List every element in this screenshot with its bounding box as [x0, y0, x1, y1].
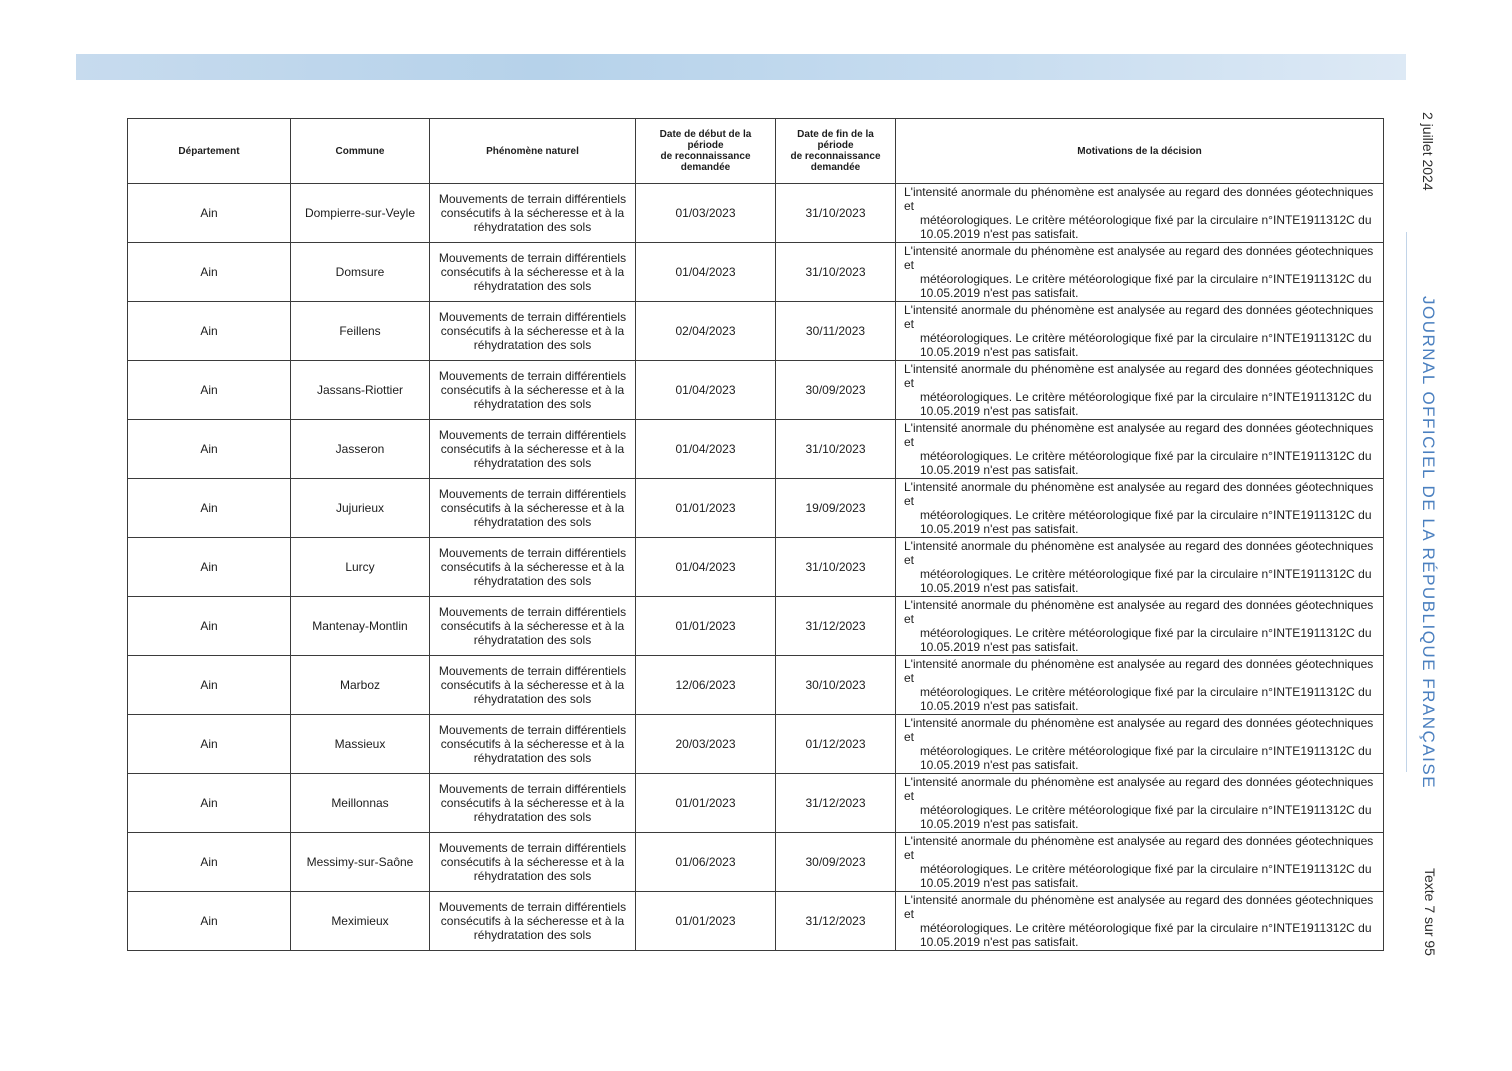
motivation-line: météorologiques. Le critère météorologique fixé par la circulaire n°INTE1911312C du	[920, 272, 1372, 286]
motivation-line: L'intensité anormale du phénomène est analysée au regard des données géotechniques et	[904, 775, 1374, 803]
table-header-row	[128, 119, 1384, 184]
table-row	[128, 479, 1384, 538]
cell-date-fin: 30/10/2023	[776, 656, 896, 715]
cell-date-fin: 31/10/2023	[776, 243, 896, 302]
table-row	[128, 892, 1384, 951]
cell-date-fin: 31/10/2023	[776, 184, 896, 243]
phenomene-line: réhydratation des sols	[473, 869, 592, 883]
cell-date-debut: 01/01/2023	[636, 892, 776, 951]
phenomene-line: consécutifs à la sécheresse et à la	[440, 914, 625, 928]
cell-departement: Ain	[128, 184, 291, 243]
header-commune: Commune	[291, 119, 430, 184]
motivation-line: météorologiques. Le critère météorologique fixé par la circulaire n°INTE1911312C du	[920, 508, 1372, 522]
header-date-debut	[636, 119, 776, 184]
cell-commune: Meillonnas	[291, 774, 430, 833]
table-row	[128, 833, 1384, 892]
phenomene-line: Mouvements de terrain différentiels	[438, 782, 627, 796]
phenomene-line: consécutifs à la sécheresse et à la	[440, 501, 625, 515]
motivation-line: 10.05.2019 n'est pas satisfait.	[920, 581, 1079, 595]
phenomene-line: Mouvements de terrain différentiels	[438, 841, 627, 855]
decision-table-container	[127, 118, 1383, 951]
cell-date-fin: 30/11/2023	[776, 302, 896, 361]
motivation-line: météorologiques. Le critère météorologique fixé par la circulaire n°INTE1911312C du	[920, 685, 1372, 699]
cell-motivation	[896, 892, 1384, 951]
table-row	[128, 597, 1384, 656]
cell-departement: Ain	[128, 715, 291, 774]
cell-commune: Feillens	[291, 302, 430, 361]
phenomene-line: Mouvements de terrain différentiels	[438, 310, 627, 324]
motivation-line: météorologiques. Le critère météorologique fixé par la circulaire n°INTE1911312C du	[920, 744, 1372, 758]
cell-motivation	[896, 833, 1384, 892]
cell-phenomene	[430, 656, 636, 715]
cell-commune: Jujurieux	[291, 479, 430, 538]
phenomene-line: consécutifs à la sécheresse et à la	[440, 324, 625, 338]
cell-date-debut: 01/01/2023	[636, 774, 776, 833]
cell-commune: Jassans-Riottier	[291, 361, 430, 420]
motivation-line: 10.05.2019 n'est pas satisfait.	[920, 227, 1079, 241]
phenomene-line: réhydratation des sols	[473, 692, 592, 706]
motivation-line: 10.05.2019 n'est pas satisfait.	[920, 817, 1079, 831]
motivation-line: 10.05.2019 n'est pas satisfait.	[920, 758, 1079, 772]
cell-commune: Dompierre-sur-Veyle	[291, 184, 430, 243]
cell-date-fin: 31/10/2023	[776, 420, 896, 479]
phenomene-line: consécutifs à la sécheresse et à la	[440, 737, 625, 751]
header-motivations: Motivations de la décision	[896, 119, 1384, 184]
cell-motivation	[896, 243, 1384, 302]
cell-motivation	[896, 361, 1384, 420]
table-row	[128, 656, 1384, 715]
phenomene-line: consécutifs à la sécheresse et à la	[440, 796, 625, 810]
phenomene-line: consécutifs à la sécheresse et à la	[440, 442, 625, 456]
cell-phenomene	[430, 597, 636, 656]
header-date-debut-line: demandée	[680, 162, 731, 173]
phenomene-line: Mouvements de terrain différentiels	[438, 900, 627, 914]
motivation-line: L'intensité anormale du phénomène est analysée au regard des données géotechniques et	[904, 834, 1374, 862]
cell-commune: Massieux	[291, 715, 430, 774]
phenomene-line: Mouvements de terrain différentiels	[438, 192, 627, 206]
phenomene-line: réhydratation des sols	[473, 456, 592, 470]
header-date-debut-line: Date de début de la	[659, 129, 752, 140]
phenomene-line: Mouvements de terrain différentiels	[438, 546, 627, 560]
motivation-line: L'intensité anormale du phénomène est analysée au regard des données géotechniques et	[904, 244, 1374, 272]
table-row	[128, 302, 1384, 361]
motivation-line: météorologiques. Le critère météorologique fixé par la circulaire n°INTE1911312C du	[920, 213, 1372, 227]
motivation-line: L'intensité anormale du phénomène est analysée au regard des données géotechniques et	[904, 480, 1374, 508]
cell-phenomene	[430, 774, 636, 833]
cell-motivation	[896, 184, 1384, 243]
phenomene-line: consécutifs à la sécheresse et à la	[440, 206, 625, 220]
phenomene-line: réhydratation des sols	[473, 515, 592, 529]
cell-departement: Ain	[128, 302, 291, 361]
cell-date-debut: 01/04/2023	[636, 243, 776, 302]
motivation-line: météorologiques. Le critère météorologique fixé par la circulaire n°INTE1911312C du	[920, 449, 1372, 463]
motivation-line: L'intensité anormale du phénomène est analysée au regard des données géotechniques et	[904, 421, 1374, 449]
cell-phenomene	[430, 833, 636, 892]
cell-motivation	[896, 479, 1384, 538]
motivation-line: 10.05.2019 n'est pas satisfait.	[920, 522, 1079, 536]
phenomene-line: consécutifs à la sécheresse et à la	[440, 855, 625, 869]
cell-departement: Ain	[128, 538, 291, 597]
motivation-line: L'intensité anormale du phénomène est analysée au regard des données géotechniques et	[904, 539, 1374, 567]
cell-date-debut: 01/01/2023	[636, 479, 776, 538]
phenomene-line: Mouvements de terrain différentiels	[438, 605, 627, 619]
phenomene-line: Mouvements de terrain différentiels	[438, 487, 627, 501]
cell-date-debut: 01/01/2023	[636, 597, 776, 656]
motivation-line: météorologiques. Le critère météorologique fixé par la circulaire n°INTE1911312C du	[920, 626, 1372, 640]
cell-commune: Domsure	[291, 243, 430, 302]
cell-date-fin: 19/09/2023	[776, 479, 896, 538]
cell-phenomene	[430, 479, 636, 538]
cell-phenomene	[430, 892, 636, 951]
journal-title: JOURNAL OFFICIEL DE LA RÉPUBLIQUE FRANÇAISE	[1419, 296, 1438, 790]
table-row	[128, 184, 1384, 243]
table-row	[128, 361, 1384, 420]
phenomene-line: réhydratation des sols	[473, 751, 592, 765]
cell-date-fin: 31/12/2023	[776, 892, 896, 951]
phenomene-line: consécutifs à la sécheresse et à la	[440, 678, 625, 692]
motivation-line: 10.05.2019 n'est pas satisfait.	[920, 876, 1079, 890]
cell-phenomene	[430, 715, 636, 774]
cell-commune: Marboz	[291, 656, 430, 715]
header-phenomene: Phénomène naturel	[430, 119, 636, 184]
phenomene-line: consécutifs à la sécheresse et à la	[440, 560, 625, 574]
phenomene-line: réhydratation des sols	[473, 574, 592, 588]
motivation-line: L'intensité anormale du phénomène est analysée au regard des données géotechniques et	[904, 657, 1374, 685]
motivation-line: 10.05.2019 n'est pas satisfait.	[920, 935, 1079, 949]
cell-departement: Ain	[128, 597, 291, 656]
table-row	[128, 774, 1384, 833]
cell-date-fin: 31/12/2023	[776, 597, 896, 656]
table-row	[128, 538, 1384, 597]
cell-date-debut: 12/06/2023	[636, 656, 776, 715]
cell-commune: Lurcy	[291, 538, 430, 597]
motivation-line: L'intensité anormale du phénomène est analysée au regard des données géotechniques et	[904, 716, 1374, 744]
cell-commune: Messimy-sur-Saône	[291, 833, 430, 892]
motivation-line: L'intensité anormale du phénomène est analysée au regard des données géotechniques et	[904, 893, 1374, 921]
cell-commune: Jasseron	[291, 420, 430, 479]
cell-phenomene	[430, 361, 636, 420]
cell-date-fin: 31/12/2023	[776, 774, 896, 833]
motivation-line: L'intensité anormale du phénomène est analysée au regard des données géotechniques et	[904, 598, 1374, 626]
cell-motivation	[896, 774, 1384, 833]
phenomene-line: réhydratation des sols	[473, 810, 592, 824]
cell-phenomene	[430, 184, 636, 243]
phenomene-line: Mouvements de terrain différentiels	[438, 723, 627, 737]
cell-date-debut: 01/03/2023	[636, 184, 776, 243]
decision-table	[127, 118, 1384, 951]
cell-commune: Meximieux	[291, 892, 430, 951]
cell-departement: Ain	[128, 420, 291, 479]
phenomene-line: réhydratation des sols	[473, 928, 592, 942]
cell-date-debut: 01/04/2023	[636, 420, 776, 479]
phenomene-line: consécutifs à la sécheresse et à la	[440, 265, 625, 279]
cell-date-fin: 01/12/2023	[776, 715, 896, 774]
publication-date: 2 juillet 2024	[1420, 112, 1436, 191]
cell-departement: Ain	[128, 479, 291, 538]
motivation-line: 10.05.2019 n'est pas satisfait.	[920, 345, 1079, 359]
motivation-line: 10.05.2019 n'est pas satisfait.	[920, 640, 1079, 654]
cell-phenomene	[430, 302, 636, 361]
motivation-line: 10.05.2019 n'est pas satisfait.	[920, 463, 1079, 477]
phenomene-line: consécutifs à la sécheresse et à la	[440, 383, 625, 397]
motivation-line: 10.05.2019 n'est pas satisfait.	[920, 286, 1079, 300]
cell-motivation	[896, 302, 1384, 361]
phenomene-line: réhydratation des sols	[473, 220, 592, 234]
motivation-line: 10.05.2019 n'est pas satisfait.	[920, 699, 1079, 713]
cell-motivation	[896, 597, 1384, 656]
motivation-line: L'intensité anormale du phénomène est analysée au regard des données géotechniques et	[904, 303, 1374, 331]
page-number: Texte 7 sur 95	[1422, 868, 1438, 956]
phenomene-line: réhydratation des sols	[473, 633, 592, 647]
cell-date-debut: 20/03/2023	[636, 715, 776, 774]
motivation-line: météorologiques. Le critère météorologique fixé par la circulaire n°INTE1911312C du	[920, 390, 1372, 404]
cell-date-fin: 31/10/2023	[776, 538, 896, 597]
header-date-fin-line: de reconnaissance	[790, 151, 881, 162]
header-date-fin	[776, 119, 896, 184]
phenomene-line: Mouvements de terrain différentiels	[438, 369, 627, 383]
table-row	[128, 243, 1384, 302]
cell-date-fin: 30/09/2023	[776, 361, 896, 420]
phenomene-line: réhydratation des sols	[473, 279, 592, 293]
cell-departement: Ain	[128, 243, 291, 302]
table-row	[128, 420, 1384, 479]
phenomene-line: Mouvements de terrain différentiels	[438, 664, 627, 678]
side-rule	[1406, 232, 1407, 772]
cell-date-debut: 01/04/2023	[636, 538, 776, 597]
cell-motivation	[896, 538, 1384, 597]
cell-departement: Ain	[128, 892, 291, 951]
cell-departement: Ain	[128, 774, 291, 833]
cell-date-fin: 30/09/2023	[776, 833, 896, 892]
motivation-line: L'intensité anormale du phénomène est analysée au regard des données géotechniques et	[904, 362, 1374, 390]
motivation-line: météorologiques. Le critère météorologique fixé par la circulaire n°INTE1911312C du	[920, 331, 1372, 345]
cell-phenomene	[430, 420, 636, 479]
cell-phenomene	[430, 538, 636, 597]
cell-departement: Ain	[128, 656, 291, 715]
phenomene-line: Mouvements de terrain différentiels	[438, 428, 627, 442]
header-departement: Département	[128, 119, 291, 184]
cell-departement: Ain	[128, 833, 291, 892]
header-date-fin-line: demandée	[810, 162, 861, 173]
cell-phenomene	[430, 243, 636, 302]
phenomene-line: Mouvements de terrain différentiels	[438, 251, 627, 265]
cell-date-debut: 02/04/2023	[636, 302, 776, 361]
motivation-line: météorologiques. Le critère météorologique fixé par la circulaire n°INTE1911312C du	[920, 567, 1372, 581]
motivation-line: météorologiques. Le critère météorologique fixé par la circulaire n°INTE1911312C du	[920, 921, 1372, 935]
motivation-line: météorologiques. Le critère météorologique fixé par la circulaire n°INTE1911312C du	[920, 803, 1372, 817]
table-body	[128, 184, 1384, 951]
header-date-debut-line: de reconnaissance	[660, 151, 751, 162]
cell-motivation	[896, 715, 1384, 774]
table-row	[128, 715, 1384, 774]
cell-departement: Ain	[128, 361, 291, 420]
header-date-fin-line: période	[817, 140, 854, 151]
cell-date-debut: 01/06/2023	[636, 833, 776, 892]
cell-date-debut: 01/04/2023	[636, 361, 776, 420]
header-date-fin-line: Date de fin de la	[797, 129, 874, 140]
phenomene-line: réhydratation des sols	[473, 397, 592, 411]
motivation-line: L'intensité anormale du phénomène est analysée au regard des données géotechniques et	[904, 185, 1374, 213]
phenomene-line: consécutifs à la sécheresse et à la	[440, 619, 625, 633]
cell-commune: Mantenay-Montlin	[291, 597, 430, 656]
cell-motivation	[896, 656, 1384, 715]
motivation-line: 10.05.2019 n'est pas satisfait.	[920, 404, 1079, 418]
phenomene-line: réhydratation des sols	[473, 338, 592, 352]
header-date-debut-line: période	[687, 140, 724, 151]
header-color-band	[76, 54, 1406, 80]
motivation-line: météorologiques. Le critère météorologique fixé par la circulaire n°INTE1911312C du	[920, 862, 1372, 876]
cell-motivation	[896, 420, 1384, 479]
